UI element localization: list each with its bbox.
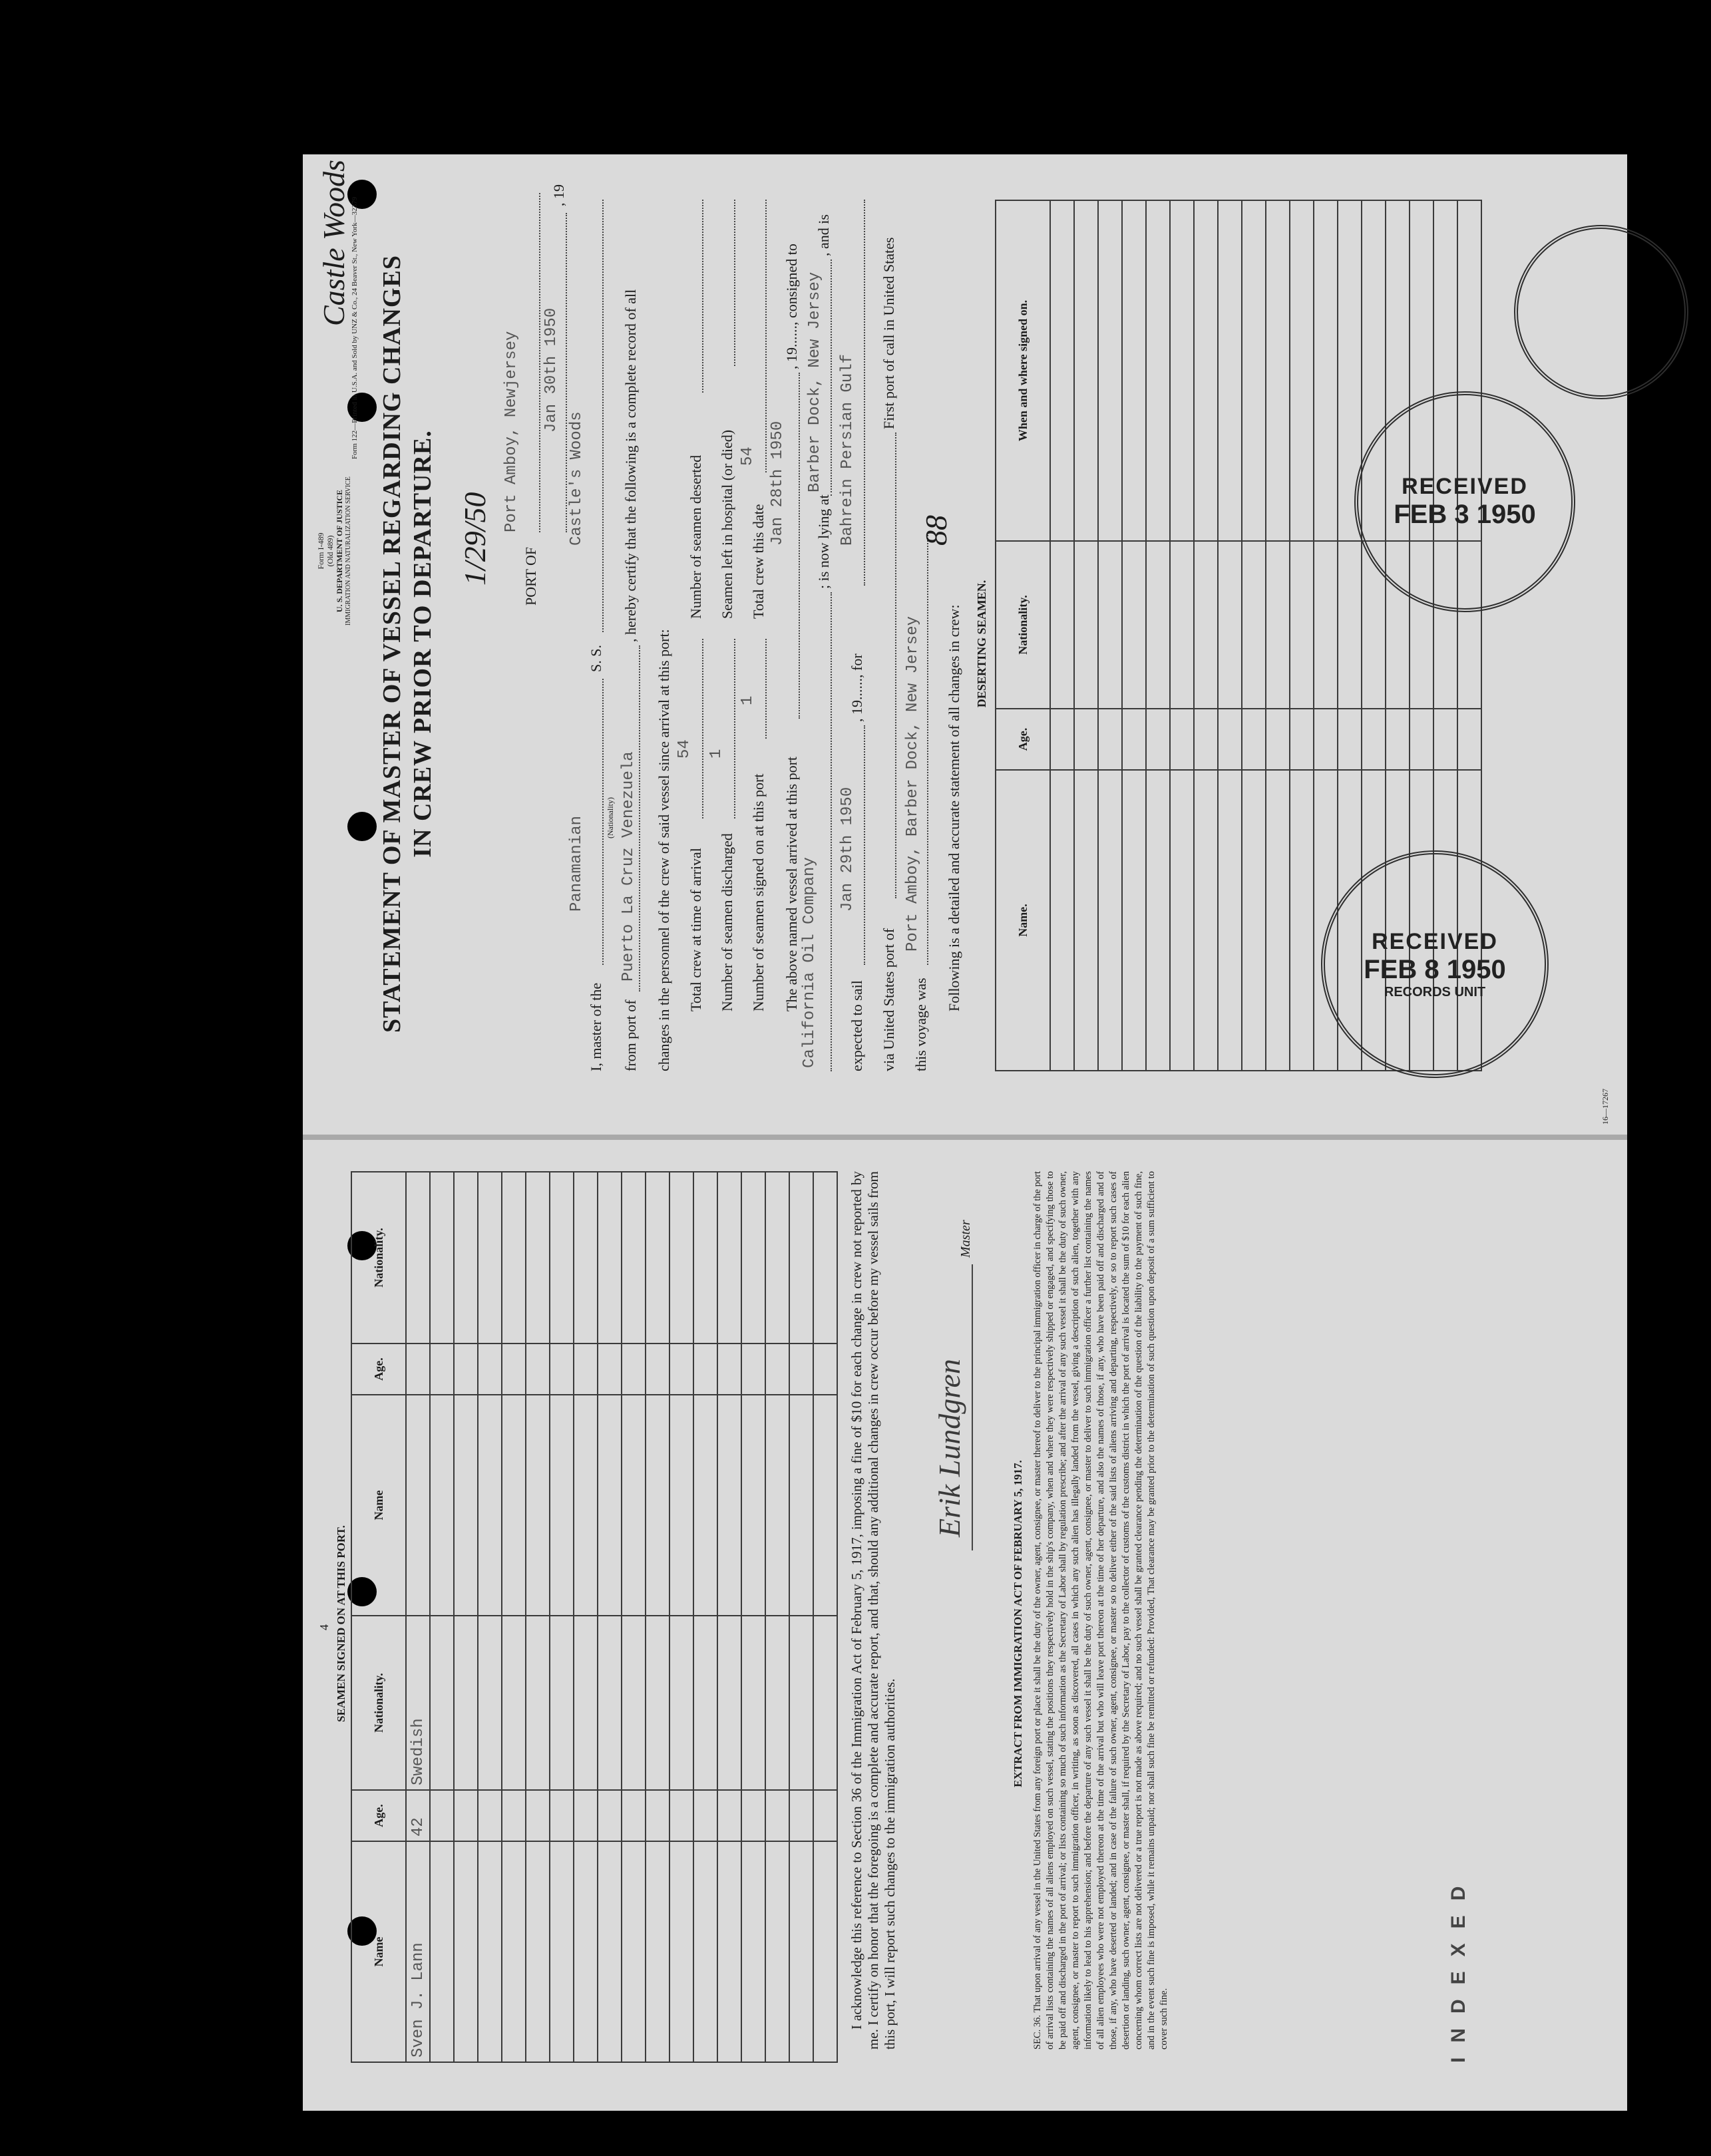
table-cell-name2	[478, 1395, 502, 1616]
destination-value: Bahrein Persian Gulf	[839, 353, 856, 546]
deserting-table-title: DESERTING SEAMEN.	[975, 580, 988, 708]
table-cell-age	[646, 1790, 669, 1841]
nationality-caption: (Nationality)	[606, 797, 615, 838]
col-name-2: Name	[351, 1395, 406, 1616]
table-cell-name	[430, 1841, 454, 2062]
table-row	[454, 1172, 478, 2062]
lying-value: Barber Dock, New Jersey	[806, 271, 824, 492]
table-cell-age	[622, 1790, 646, 1841]
table-cell-nationality	[693, 1616, 717, 1790]
table-cell	[1290, 200, 1314, 541]
table-cell-age2	[693, 1344, 717, 1395]
table-cell	[1170, 770, 1194, 1071]
table-cell	[1290, 770, 1314, 1071]
table-cell	[1314, 541, 1338, 709]
table-cell-name2	[550, 1395, 574, 1616]
received-stamp-2	[1354, 391, 1575, 612]
table-cell-name2	[574, 1395, 598, 1616]
table-row	[765, 1172, 789, 2062]
table-row	[669, 1172, 693, 2062]
table-cell-nationality2	[717, 1172, 741, 1344]
table-cell-nationality	[789, 1616, 813, 1790]
table-cell	[1098, 541, 1122, 709]
col-nationality: Nationality.	[351, 1616, 406, 1790]
for-text: , 19......, for	[849, 653, 865, 722]
table-cell-age	[502, 1790, 526, 1841]
table-cell-name2	[502, 1395, 526, 1616]
table-cell	[1050, 541, 1074, 709]
table-cell	[1098, 709, 1122, 770]
table-cell	[1194, 541, 1218, 709]
table-row	[622, 1172, 646, 2062]
table-cell	[1242, 200, 1266, 541]
table-cell	[1457, 709, 1481, 770]
table-cell-nationality	[478, 1616, 502, 1790]
table-cell	[1170, 200, 1194, 541]
table-cell-nationality: Swedish	[406, 1616, 430, 1790]
table-cell-nationality2	[741, 1172, 765, 1344]
table-cell-nationality2	[478, 1172, 502, 1344]
table-cell	[1290, 709, 1314, 770]
table-cell	[1362, 709, 1386, 770]
table-cell-age2	[478, 1344, 502, 1395]
table-cell	[1386, 709, 1410, 770]
master-signature: Erik Lundgren	[932, 1359, 966, 1537]
table-cell	[1146, 709, 1170, 770]
stamp-records-text: RECORDS UNIT	[1384, 984, 1486, 999]
voyage-value: Port Amboy, Barber Dock, New Jersey	[904, 616, 922, 952]
signed-on-label: Number of seamen signed on at this port	[750, 773, 767, 1011]
table-cell-name	[765, 1841, 789, 2062]
table-cell-age2	[574, 1344, 598, 1395]
col-age: Age.	[351, 1790, 406, 1841]
signed-on-table-title: SEAMEN SIGNED ON AT THIS PORT.	[335, 1525, 347, 1722]
table-cell-age2	[789, 1344, 813, 1395]
table-cell-age	[669, 1790, 693, 1841]
expected-label: expected to sail	[849, 980, 865, 1071]
signed-on-panel	[303, 1138, 1627, 2109]
table-cell	[1194, 770, 1218, 1071]
table-cell-name	[693, 1841, 717, 2062]
extract-title: EXTRACT FROM IMMIGRATION ACT OF FEBRUARY 5, 1917.	[1012, 1460, 1024, 1787]
table-cell-nationality	[430, 1616, 454, 1790]
received-stamp	[1321, 850, 1549, 1078]
col-signed-on: When and where signed on.	[996, 200, 1050, 541]
table-row	[406, 1172, 430, 2062]
table-row	[1218, 200, 1242, 1071]
table-cell-nationality	[717, 1616, 741, 1790]
table-cell-age	[454, 1790, 478, 1841]
table-cell	[1266, 770, 1290, 1071]
table-cell-age	[765, 1790, 789, 1841]
ss-label: S. S.	[588, 645, 604, 672]
table-cell-nationality2	[765, 1172, 789, 1344]
form-title-line2: IN CREW PRIOR TO DEPARTURE.	[409, 430, 437, 858]
table-cell	[1338, 541, 1362, 709]
table-cell	[1266, 709, 1290, 770]
page-number: 4	[317, 1624, 331, 1630]
table-cell-nationality2	[550, 1172, 574, 1344]
table-row	[1074, 200, 1098, 1071]
table-cell-nationality	[813, 1616, 837, 1790]
master-prefix: I, master of the	[588, 982, 604, 1071]
table-cell	[1218, 709, 1242, 770]
first-port-text: First port of call in United States	[880, 237, 897, 429]
table-row	[550, 1172, 574, 2062]
table-cell-name	[574, 1841, 598, 2062]
total-crew-arrival-label: Total crew at time of arrival	[687, 848, 704, 1011]
following-text: Following is a detailed and accurate statement of all changes in crew:	[946, 604, 962, 1011]
table-cell-age	[550, 1790, 574, 1841]
table-cell	[1122, 200, 1146, 541]
table-cell	[1338, 709, 1362, 770]
table-row	[430, 1172, 454, 2062]
table-cell-age: 42	[406, 1790, 430, 1841]
table-cell-name2	[789, 1395, 813, 1616]
table-cell	[1314, 709, 1338, 770]
table-cell	[1170, 541, 1194, 709]
table-cell	[1146, 770, 1170, 1071]
table-cell	[1242, 709, 1266, 770]
discharged-label: Number of seamen discharged	[719, 833, 735, 1011]
table-cell-nationality	[741, 1616, 765, 1790]
table-row	[526, 1172, 550, 2062]
col-name: Name	[351, 1841, 406, 2062]
table-row	[478, 1172, 502, 2062]
table-cell-age2	[454, 1344, 478, 1395]
table-cell-nationality2	[454, 1172, 478, 1344]
port-value: Port Amboy, Newjersey	[502, 331, 520, 532]
table-cell-name: Sven J. Lann	[406, 1841, 430, 2062]
arrived-value: Jan 28th 1950	[769, 421, 787, 546]
table-cell-nationality2	[502, 1172, 526, 1344]
table-cell	[1170, 709, 1194, 770]
table-cell	[1050, 709, 1074, 770]
discharged-value: 1	[707, 749, 725, 759]
table-row	[693, 1172, 717, 2062]
col-nationality: Nationality.	[996, 541, 1050, 709]
col-name: Name.	[996, 770, 1050, 1071]
table-cell-nationality	[622, 1616, 646, 1790]
table-cell-age2	[765, 1344, 789, 1395]
table-cell-nationality2	[646, 1172, 669, 1344]
table-row	[1194, 200, 1218, 1071]
table-cell-age	[789, 1790, 813, 1841]
table-cell	[1266, 541, 1290, 709]
table-cell-nationality	[574, 1616, 598, 1790]
table-row	[574, 1172, 598, 2062]
nationality-value: Panamanian	[568, 815, 586, 912]
table-cell-nationality	[550, 1616, 574, 1790]
table-row	[1266, 200, 1290, 1071]
form-title: STATEMENT OF MASTER OF VESSEL REGARDING CHANGES	[378, 255, 406, 1033]
table-cell-nationality	[526, 1616, 550, 1790]
table-cell-name	[789, 1841, 813, 2062]
table-row	[1050, 200, 1074, 1071]
table-cell	[1122, 770, 1146, 1071]
printer-line: Form 122—Printed in U.S.A. and Sold by UNZ & Co., 24 Beaver St., New York—32379	[351, 196, 359, 459]
table-cell-age2	[741, 1344, 765, 1395]
table-cell	[1433, 709, 1457, 770]
consigned-text: , 19......, consigned to	[783, 244, 800, 369]
form-number-block	[316, 476, 353, 626]
table-cell	[1218, 770, 1242, 1071]
table-cell	[1098, 200, 1122, 541]
table-row	[1242, 200, 1266, 1071]
table-cell-age	[598, 1790, 622, 1841]
table-row	[741, 1172, 765, 2062]
table-cell-age2	[526, 1344, 550, 1395]
department-name: U. S. DEPARTMENT OF JUSTICE	[335, 490, 344, 613]
table-cell-name2	[669, 1395, 693, 1616]
table-cell-nationality2	[526, 1172, 550, 1344]
master-label: Master	[958, 1220, 973, 1258]
table-cell	[1050, 200, 1074, 541]
table-row	[1098, 200, 1122, 1071]
handwritten-date: 1/29/50	[458, 492, 492, 586]
table-cell	[1146, 200, 1170, 541]
table-cell-nationality	[502, 1616, 526, 1790]
table-cell-name2	[406, 1395, 430, 1616]
consignee-value: California Oil Company	[801, 857, 819, 1068]
extract-text: SEC. 36. That upon arrival of any vessel in the United States from any foreign port or place it shall be the duty of the owner, agent, consignee, or master thereof to deliver to the principal immigration officer in charge of the port of arrival lists containing the names of all aliens employed on such vessel, stating the positions they respectively hold in the ship's company, when and where they were respectively shipped or engaged, and specifying those to be paid off and discharged in the port of arrival; or lists containing so much of such information as the Secretary of Labor shall by regulation prescribe; and after the arrival of any such vessel it shall be the duty of such owner, agent, consignee, or master to report to such immigration officer, in writing, as soon as discovered, all cases in which any such alien has illegally landed from the vessel, giving a description of such alien, together with any information likely to lead to his apprehension; and before the departure of any such vessel it shall be the duty of such owner, agent, consignee, or master to deliver to such immigration officer a further list containing the names of all alien employees who were not employed thereon at the time of the arrival but who will leave port thereon at the time of her departure, and also the names of those, if any, who have been paid off and discharged and of those, if any, who have deserted or landed; and in case of the failure of such owner, agent, consignee, or master so to deliver either of the said lists of aliens arriving and departing, respectively, or so to report such cases of desertion or landing, such owner, agent, consignee, or master shall, if required by the Secretary of Labor, pay to the collector of customs of the customs district in which the port of arrival is located the sum of $10 for each alien concerning whom correct lists are not delivered or a true report is not made as above required; and no such vessel shall be granted clearance pending the determination of the question of the liability to the payment of such fine, and in the event such fine is imposed, while it remains unpaid; nor shall such fine be remitted or refunded: Provided, That clearance may be granted prior to the determination of such question upon deposit of a sum sufficient to cover such fine.	[1032, 1171, 1169, 2050]
table-cell-name	[598, 1841, 622, 2062]
table-cell-name	[550, 1841, 574, 2062]
total-crew-date-label: Total crew this date	[750, 504, 767, 619]
table-cell-age2	[598, 1344, 622, 1395]
certify-text: , hereby certify that the following is a complete record of all	[622, 289, 639, 642]
table-cell	[1074, 541, 1098, 709]
table-cell	[1218, 200, 1242, 541]
table-cell	[1050, 770, 1074, 1071]
deserted-label: Number of seamen deserted	[687, 454, 704, 619]
table-cell-age	[478, 1790, 502, 1841]
form-number: Form I-489	[316, 532, 325, 570]
stamp-date: FEB 8 1950	[1364, 954, 1506, 984]
table-cell-age	[813, 1790, 837, 1841]
port-label: PORT OF	[522, 546, 539, 606]
stamp-received-text: RECEIVED	[1372, 928, 1498, 954]
total-crew-date-value: 54	[739, 447, 757, 466]
table-cell	[1194, 200, 1218, 541]
handwritten-vessel-name: Castle Woods	[317, 159, 351, 326]
table-cell-age	[741, 1790, 765, 1841]
table-cell-nationality2	[669, 1172, 693, 1344]
from-port-value: Puerto La Cruz Venezuela	[620, 751, 638, 982]
table-cell	[1218, 541, 1242, 709]
table-cell-name	[454, 1841, 478, 2062]
table-cell	[1074, 770, 1098, 1071]
and-is-text: , and is	[815, 214, 832, 256]
date-value: Jan 30th 1950	[542, 307, 560, 433]
table-cell-nationality2	[598, 1172, 622, 1344]
changes-text: changes in the personnel of the crew of said vessel since arrival at this port:	[656, 629, 672, 1071]
table-row	[646, 1172, 669, 2062]
table-cell-age2	[717, 1344, 741, 1395]
table-cell	[1146, 541, 1170, 709]
total-crew-arrival-value: 54	[675, 739, 693, 759]
table-cell-name	[717, 1841, 741, 2062]
table-cell-name2	[526, 1395, 550, 1616]
table-row	[598, 1172, 622, 2062]
table-cell	[1266, 200, 1290, 541]
table-cell-name2	[741, 1395, 765, 1616]
via-label: via United States port of	[880, 928, 897, 1071]
table-cell	[1122, 541, 1146, 709]
col-age: Age.	[996, 709, 1050, 770]
arrived-label: The above named vessel arrived at this port	[783, 756, 800, 1011]
table-row	[1146, 200, 1170, 1071]
table-cell-name2	[717, 1395, 741, 1616]
table-cell	[1098, 770, 1122, 1071]
table-cell-age	[430, 1790, 454, 1841]
table-cell-name	[526, 1841, 550, 2062]
table-row	[717, 1172, 741, 2062]
table-cell-name2	[430, 1395, 454, 1616]
table-cell-name	[741, 1841, 765, 2062]
table-cell-age	[693, 1790, 717, 1841]
table-cell-name2	[622, 1395, 646, 1616]
table-cell-nationality2	[789, 1172, 813, 1344]
table-cell-name2	[765, 1395, 789, 1616]
stamp2-date: FEB 3 1950	[1394, 500, 1536, 529]
table-cell-age	[574, 1790, 598, 1841]
table-cell-nationality2	[693, 1172, 717, 1344]
col-age-2: Age.	[351, 1344, 406, 1395]
table-cell-name	[813, 1841, 837, 2062]
table-cell-age2	[550, 1344, 574, 1395]
table-cell-name	[622, 1841, 646, 2062]
table-cell-age2	[669, 1344, 693, 1395]
table-cell-nationality2	[430, 1172, 454, 1344]
crew-note: 88	[919, 515, 953, 546]
indexed-stamp: INDEXED	[1447, 1871, 1469, 2063]
lying-text: ; is now lying at	[815, 494, 832, 589]
table-cell	[1314, 200, 1338, 541]
table-cell	[1242, 541, 1266, 709]
table-cell-nationality2	[622, 1172, 646, 1344]
expected-value: Jan 29th 1950	[839, 787, 856, 912]
partial-stamp	[1514, 225, 1688, 399]
table-cell-age2	[406, 1344, 430, 1395]
table-cell-age	[526, 1790, 550, 1841]
table-cell-name	[669, 1841, 693, 2062]
service-name: IMMIGRATION AND NATURALIZATION SERVICE	[345, 476, 352, 626]
table-cell-age2	[622, 1344, 646, 1395]
year-suffix: , 19	[550, 184, 567, 206]
table-cell-nationality	[669, 1616, 693, 1790]
table-cell	[1074, 200, 1098, 541]
signed-on-table	[351, 1171, 838, 2063]
table-cell-age2	[430, 1344, 454, 1395]
table-cell	[1290, 541, 1314, 709]
old-form-number: (Old 489)	[325, 535, 335, 567]
statement-panel	[303, 156, 1627, 1131]
table-cell-age2	[646, 1344, 669, 1395]
table-cell	[1242, 770, 1266, 1071]
stamp2-received-text: RECEIVED	[1402, 474, 1528, 499]
acknowledgement-text: I acknowledge this reference to Section 36 of the Immigration Act of February 5, 1917, imposing a fine of $10 for each change in crew not reported by me. I certify on honor that the foregoing is a complete and accurate report, and that, should any additional changes in crew occur before my vessel sails from this port, I will report such changes to the immigration authorities.	[849, 1171, 898, 2050]
table-row	[813, 1172, 837, 2062]
table-row	[502, 1172, 526, 2062]
table-cell-nationality	[598, 1616, 622, 1790]
table-cell	[1122, 709, 1146, 770]
vessel-name: Castle's Woods	[568, 411, 586, 546]
table-cell-age	[717, 1790, 741, 1841]
voyage-label: this voyage was	[912, 978, 929, 1071]
table-cell-age2	[502, 1344, 526, 1395]
table-cell-nationality2	[406, 1172, 430, 1344]
table-cell-nationality	[454, 1616, 478, 1790]
table-cell-name2	[454, 1395, 478, 1616]
signed-on-value: 1	[739, 695, 757, 705]
table-cell-name	[478, 1841, 502, 2062]
col-nationality-2: Nationality.	[351, 1172, 406, 1344]
table-cell-name	[502, 1841, 526, 2062]
table-cell-name	[646, 1841, 669, 2062]
table-cell-nationality2	[813, 1172, 837, 1344]
table-cell-age2	[813, 1344, 837, 1395]
table-cell-nationality2	[574, 1172, 598, 1344]
table-cell-nationality	[765, 1616, 789, 1790]
table-cell	[1194, 709, 1218, 770]
form-footer: 16—17267	[1601, 1089, 1610, 1125]
from-port-prefix: from port of	[622, 999, 639, 1071]
table-cell	[1410, 709, 1433, 770]
table-cell-name2	[646, 1395, 669, 1616]
table-cell-nationality	[646, 1616, 669, 1790]
table-row	[1170, 200, 1194, 1071]
hospital-label: Seamen left in hospital (or died)	[719, 429, 735, 619]
table-cell-name2	[813, 1395, 837, 1616]
table-row	[789, 1172, 813, 2062]
table-row	[1290, 200, 1314, 1071]
table-cell-name2	[598, 1395, 622, 1616]
table-cell	[1074, 709, 1098, 770]
table-row	[1122, 200, 1146, 1071]
table-cell-name2	[693, 1395, 717, 1616]
